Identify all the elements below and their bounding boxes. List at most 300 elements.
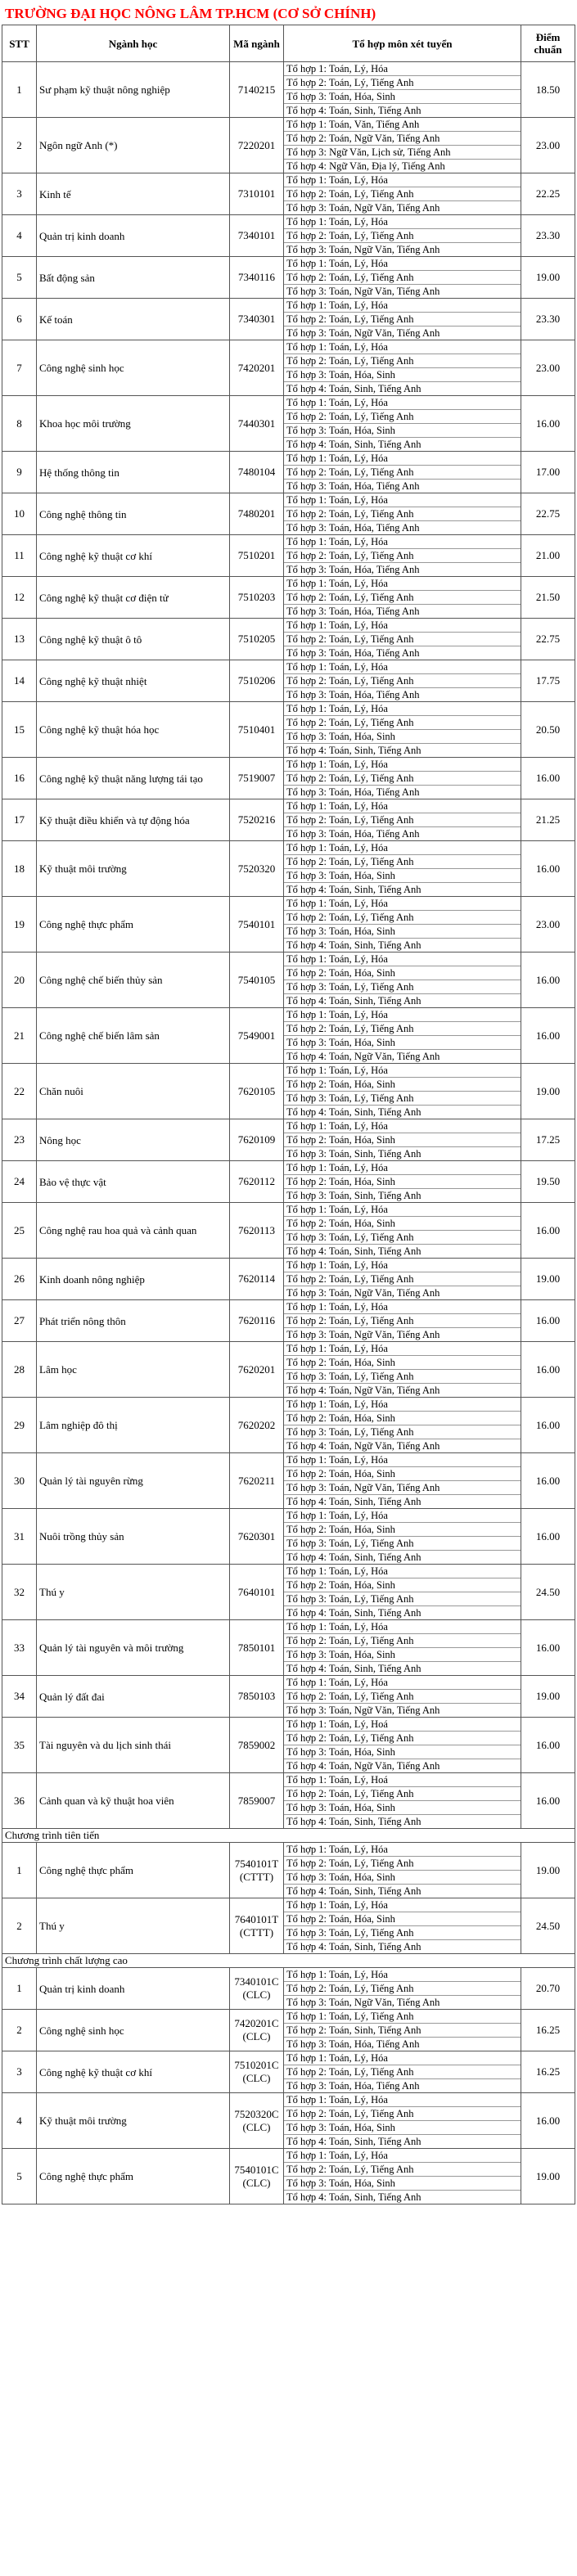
table-row <box>2 660 575 702</box>
combo-line: Tổ hợp 2: Toán, Lý, Tiếng Anh <box>284 1690 521 1704</box>
row-combos <box>284 1064 521 1119</box>
combo-line: Tổ hợp 3: Toán, Lý, Tiếng Anh <box>284 1537 521 1551</box>
row-major: Kinh doanh nông nghiệp <box>37 1259 230 1300</box>
row-combos <box>284 1509 521 1565</box>
row-major: Bất động sản <box>37 257 230 299</box>
row-stt: 5 <box>2 257 37 299</box>
row-stt: 26 <box>2 1259 37 1300</box>
header-code: Mã ngành <box>230 25 284 62</box>
combo-line: Tổ hợp 1: Toán, Lý, Hóa <box>284 215 521 229</box>
row-stt: 9 <box>2 452 37 493</box>
row-code: 7620116 <box>230 1300 284 1342</box>
row-code: 7510401 <box>230 702 284 758</box>
row-score: 16.00 <box>521 1342 575 1398</box>
row-stt: 18 <box>2 841 37 897</box>
row-combos <box>284 577 521 619</box>
row-score: 19.00 <box>521 1064 575 1119</box>
combo-line: Tổ hợp 2: Toán, Lý, Tiếng Anh <box>284 911 521 925</box>
row-combos <box>284 1300 521 1342</box>
combo-line: Tổ hợp 2: Toán, Lý, Tiếng Anh <box>284 1314 521 1328</box>
row-combos <box>284 799 521 841</box>
combo-line: Tổ hợp 2: Toán, Hóa, Sinh <box>284 1356 521 1370</box>
table-row <box>2 396 575 452</box>
row-combos <box>284 1968 521 2010</box>
row-major: Công nghệ kỹ thuật hóa học <box>37 702 230 758</box>
row-code: 7859002 <box>230 1718 284 1773</box>
row-major: Quản lý tài nguyên rừng <box>37 1453 230 1509</box>
table-row <box>2 1898 575 1954</box>
combo-line: Tổ hợp 3: Toán, Ngữ Văn, Tiếng Anh <box>286 286 440 297</box>
combo-line: Tổ hợp 2: Toán, Lý, Tiếng Anh <box>284 1982 521 1996</box>
row-score: 16.00 <box>521 1203 575 1259</box>
row-score: 17.00 <box>521 452 575 493</box>
table-row <box>2 2051 575 2093</box>
row-combos <box>284 1119 521 1161</box>
table-row <box>2 1565 575 1620</box>
table-row <box>2 2093 575 2149</box>
row-combos <box>284 1718 521 1773</box>
combo-line: Tổ hợp 1: Toán, Lý, Hóa <box>284 841 521 855</box>
row-code: 7440301 <box>230 396 284 452</box>
combo-line: Tổ hợp 4: Toán, Sinh, Tiếng Anh <box>286 1496 421 1507</box>
combo-line: Tổ hợp 2: Toán, Hóa, Sinh <box>284 1523 521 1537</box>
row-combos <box>284 1676 521 1718</box>
table-row <box>2 758 575 799</box>
combo-line: Tổ hợp 1: Toán, Lý, Hoá <box>284 1718 521 1732</box>
row-stt: 35 <box>2 1718 37 1773</box>
table-row <box>2 952 575 1008</box>
row-major: Quản lý đất đai <box>37 1676 230 1718</box>
row-score: 16.00 <box>521 952 575 1008</box>
row-stt: 23 <box>2 1119 37 1161</box>
combo-line: Tổ hợp 3: Ngữ Văn, Lịch sử, Tiếng Anh <box>284 146 521 160</box>
combo-line: Tổ hợp 1: Toán, Lý, Hóa <box>284 1968 521 1982</box>
row-code: 7859007 <box>230 1773 284 1829</box>
combo-line: Tổ hợp 2: Toán, Lý, Tiếng Anh <box>284 507 521 521</box>
combo-line: Tổ hợp 1: Toán, Lý, Hóa <box>284 1300 521 1314</box>
combo-line: Tổ hợp 2: Toán, Hóa, Sinh <box>284 1078 521 1092</box>
combo-line: Tổ hợp 2: Toán, Lý, Tiếng Anh <box>284 313 521 327</box>
row-code: 7480104 <box>230 452 284 493</box>
row-combos <box>284 257 521 299</box>
combo-line: Tổ hợp 1: Toán, Lý, Hóa <box>284 702 521 716</box>
table-row <box>2 1008 575 1064</box>
table-row <box>2 619 575 660</box>
row-score: 23.00 <box>521 118 575 173</box>
combo-line: Tổ hợp 2: Toán, Lý, Tiếng Anh <box>284 271 521 285</box>
combo-line: Tổ hợp 2: Toán, Lý, Tiếng Anh <box>284 772 521 786</box>
row-combos <box>284 2051 521 2093</box>
row-code: 7520216 <box>230 799 284 841</box>
combo-line: Tổ hợp 1: Toán, Lý, Hóa <box>284 452 521 466</box>
row-major: Công nghệ kỹ thuật cơ khí <box>37 535 230 577</box>
row-code: 7310101 <box>230 173 284 215</box>
row-code: 7549001 <box>230 1008 284 1064</box>
row-major: Nuôi trồng thủy sản <box>37 1509 230 1565</box>
combo-line: Tổ hợp 2: Toán, Lý, Tiếng Anh <box>284 1857 521 1871</box>
row-major: Công nghệ thực phẩm <box>37 897 230 952</box>
row-major: Quản trị kinh doanh <box>37 1968 230 2010</box>
row-major: Kỹ thuật môi trường <box>37 2093 230 2149</box>
table-row <box>2 1968 575 2010</box>
combo-line: Tổ hợp 1: Toán, Lý, Tiếng Anh <box>284 2010 521 2024</box>
row-code: 7540101 <box>230 897 284 952</box>
table-row <box>2 1620 575 1676</box>
row-major: Kế toán <box>37 299 230 340</box>
header-major: Ngành học <box>37 25 230 62</box>
combo-line: Tổ hợp 2: Toán, Hóa, Sinh <box>284 1175 521 1189</box>
section-header-row <box>2 1829 575 1843</box>
table-row <box>2 340 575 396</box>
table-row <box>2 118 575 173</box>
table-row <box>2 493 575 535</box>
section-heading: Chương trình tiên tiến <box>2 1829 575 1843</box>
combo-line: Tổ hợp 3: Toán, Hóa, Sinh <box>284 1871 521 1885</box>
row-stt: 2 <box>2 118 37 173</box>
combo-line: Tổ hợp 2: Toán, Lý, Tiếng Anh <box>284 1787 521 1801</box>
row-code: 7620202 <box>230 1398 284 1453</box>
row-code: 7510206 <box>230 660 284 702</box>
header-score: Điểm chuẩn <box>521 25 575 62</box>
row-code: 7620114 <box>230 1259 284 1300</box>
combo-line: Tổ hợp 1: Toán, Lý, Hóa <box>284 2093 521 2107</box>
row-stt: 15 <box>2 702 37 758</box>
row-stt: 29 <box>2 1398 37 1453</box>
table-row <box>2 1773 575 1829</box>
section-heading: Chương trình chất lượng cao <box>2 1954 575 1968</box>
row-stt: 36 <box>2 1773 37 1829</box>
combo-line: Tổ hợp 1: Toán, Lý, Hóa <box>284 897 521 911</box>
combo-line: Tổ hợp 1: Toán, Lý, Hóa <box>284 1453 521 1467</box>
combo-line: Tổ hợp 4: Toán, Sinh, Tiếng Anh <box>286 105 421 116</box>
row-combos <box>284 1620 521 1676</box>
row-score: 16.00 <box>521 1718 575 1773</box>
combo-line: Tổ hợp 1: Toán, Lý, Hóa <box>284 1509 521 1523</box>
row-stt: 10 <box>2 493 37 535</box>
row-combos <box>284 493 521 535</box>
row-code: 7340101C (CLC) <box>230 1968 284 2010</box>
combo-line: Tổ hợp 4: Toán, Sinh, Tiếng Anh <box>286 1885 421 1897</box>
combo-line: Tổ hợp 3: Toán, Ngữ Văn, Tiếng Anh <box>286 1705 440 1716</box>
combo-line: Tổ hợp 1: Toán, Lý, Hóa <box>284 340 521 354</box>
combo-line: Tổ hợp 1: Toán, Lý, Hóa <box>284 1843 521 1857</box>
combo-line: Tổ hợp 2: Toán, Lý, Tiếng Anh <box>284 1634 521 1648</box>
row-score: 22.75 <box>521 619 575 660</box>
row-stt: 8 <box>2 396 37 452</box>
row-score: 22.25 <box>521 173 575 215</box>
row-major: Công nghệ thực phẩm <box>37 2149 230 2204</box>
row-major: Khoa học môi trường <box>37 396 230 452</box>
row-stt: 2 <box>2 1898 37 1954</box>
row-score: 22.75 <box>521 493 575 535</box>
row-stt: 3 <box>2 2051 37 2093</box>
combo-line: Tổ hợp 2: Toán, Hóa, Sinh <box>284 1412 521 1425</box>
row-code: 7540101C (CLC) <box>230 2149 284 2204</box>
table-row <box>2 1398 575 1453</box>
combo-line: Tổ hợp 1: Toán, Lý, Hóa <box>284 799 521 813</box>
table-row <box>2 1119 575 1161</box>
combo-line: Tổ hợp 3: Toán, Hóa, Tiếng Anh <box>286 2038 420 2050</box>
row-major: Công nghệ rau hoa quả và cảnh quan <box>37 1203 230 1259</box>
row-combos <box>284 173 521 215</box>
combo-line: Tổ hợp 2: Toán, Lý, Tiếng Anh <box>284 187 521 201</box>
row-score: 16.00 <box>521 1620 575 1676</box>
combo-line: Tổ hợp 2: Toán, Lý, Tiếng Anh <box>284 229 521 243</box>
row-score: 23.00 <box>521 897 575 952</box>
combo-line: Tổ hợp 1: Toán, Lý, Hóa <box>284 1161 521 1175</box>
row-score: 19.50 <box>521 1161 575 1203</box>
row-stt: 1 <box>2 1843 37 1898</box>
row-code: 7510201 <box>230 535 284 577</box>
combo-line: Tổ hợp 3: Toán, Hóa, Sinh <box>284 368 521 382</box>
combo-line: Tổ hợp 4: Toán, Sinh, Tiếng Anh <box>286 745 421 756</box>
row-score: 17.25 <box>521 1119 575 1161</box>
row-code: 7519007 <box>230 758 284 799</box>
row-combos <box>284 118 521 173</box>
combo-line: Tổ hợp 1: Toán, Lý, Hóa <box>284 396 521 410</box>
combo-line: Tổ hợp 3: Toán, Lý, Tiếng Anh <box>284 1092 521 1106</box>
row-stt: 32 <box>2 1565 37 1620</box>
combo-line: Tổ hợp 1: Toán, Lý, Hóa <box>284 493 521 507</box>
row-score: 16.00 <box>521 396 575 452</box>
row-score: 16.00 <box>521 758 575 799</box>
row-score: 21.50 <box>521 577 575 619</box>
row-combos <box>284 1453 521 1509</box>
combo-line: Tổ hợp 4: Ngữ Văn, Địa lý, Tiếng Anh <box>286 160 445 172</box>
combo-line: Tổ hợp 2: Toán, Lý, Tiếng Anh <box>284 354 521 368</box>
combo-line: Tổ hợp 1: Toán, Lý, Hóa <box>284 1676 521 1690</box>
row-code: 7850103 <box>230 1676 284 1718</box>
combo-line: Tổ hợp 3: Toán, Lý, Tiếng Anh <box>284 1370 521 1384</box>
row-combos <box>284 2093 521 2149</box>
row-combos <box>284 1843 521 1898</box>
combo-line: Tổ hợp 2: Toán, Lý, Tiếng Anh <box>284 2163 521 2177</box>
row-major: Quản trị kinh doanh <box>37 215 230 257</box>
row-combos <box>284 2010 521 2051</box>
row-code: 7510203 <box>230 577 284 619</box>
combo-line: Tổ hợp 1: Toán, Lý, Hóa <box>284 2051 521 2065</box>
row-stt: 27 <box>2 1300 37 1342</box>
row-major: Cảnh quan và kỹ thuật hoa viên <box>37 1773 230 1829</box>
combo-line: Tổ hợp 4: Toán, Ngữ Văn, Tiếng Anh <box>286 1051 440 1062</box>
row-code: 7520320C (CLC) <box>230 2093 284 2149</box>
row-combos <box>284 702 521 758</box>
row-stt: 24 <box>2 1161 37 1203</box>
row-major: Ngôn ngữ Anh (*) <box>37 118 230 173</box>
combo-line: Tổ hợp 3: Toán, Ngữ Văn, Tiếng Anh <box>286 1997 440 2008</box>
row-code: 7510201C (CLC) <box>230 2051 284 2093</box>
row-major: Bảo vệ thực vật <box>37 1161 230 1203</box>
row-code: 7140215 <box>230 62 284 118</box>
admission-scores-table <box>2 25 575 2204</box>
combo-line: Tổ hợp 1: Toán, Lý, Hóa <box>284 1008 521 1022</box>
row-stt: 28 <box>2 1342 37 1398</box>
row-stt: 22 <box>2 1064 37 1119</box>
combo-line: Tổ hợp 3: Toán, Ngữ Văn, Tiếng Anh <box>286 327 440 339</box>
combo-line: Tổ hợp 4: Toán, Sinh, Tiếng Anh <box>286 995 421 1007</box>
combo-line: Tổ hợp 1: Toán, Lý, Hóa <box>284 758 521 772</box>
table-row <box>2 452 575 493</box>
combo-line: Tổ hợp 4: Toán, Sinh, Tiếng Anh <box>286 884 421 895</box>
row-stt: 2 <box>2 2010 37 2051</box>
table-row <box>2 215 575 257</box>
table-row <box>2 173 575 215</box>
row-combos <box>284 452 521 493</box>
row-combos <box>284 535 521 577</box>
combo-line: Tổ hợp 2: Toán, Sinh, Tiếng Anh <box>284 2024 521 2038</box>
header-combos: Tổ hợp môn xét tuyển <box>284 25 521 62</box>
table-row <box>2 2149 575 2204</box>
row-combos <box>284 1203 521 1259</box>
combo-line: Tổ hợp 2: Toán, Lý, Tiếng Anh <box>284 591 521 605</box>
row-stt: 31 <box>2 1509 37 1565</box>
combo-line: Tổ hợp 1: Toán, Lý, Hóa <box>284 1620 521 1634</box>
row-combos <box>284 952 521 1008</box>
combo-line: Tổ hợp 3: Toán, Ngữ Văn, Tiếng Anh <box>284 1481 521 1495</box>
combo-line: Tổ hợp 2: Toán, Lý, Tiếng Anh <box>284 1272 521 1286</box>
combo-line: Tổ hợp 1: Toán, Lý, Hóa <box>284 173 521 187</box>
table-row <box>2 841 575 897</box>
combo-line: Tổ hợp 3: Toán, Hóa, Sinh <box>284 90 521 104</box>
row-stt: 12 <box>2 577 37 619</box>
row-major: Lâm nghiệp đô thị <box>37 1398 230 1453</box>
row-code: 7620201 <box>230 1342 284 1398</box>
row-score: 16.00 <box>521 1453 575 1509</box>
combo-line: Tổ hợp 4: Toán, Ngữ Văn, Tiếng Anh <box>286 1440 440 1452</box>
combo-line: Tổ hợp 3: Toán, Hóa, Sinh <box>284 2177 521 2191</box>
combo-line: Tổ hợp 3: Toán, Hóa, Sinh <box>284 424 521 438</box>
row-code: 7640101T (CTTT) <box>230 1898 284 1954</box>
combo-line: Tổ hợp 4: Toán, Sinh, Tiếng Anh <box>286 1941 421 1952</box>
row-combos <box>284 396 521 452</box>
combo-line: Tổ hợp 1: Toán, Lý, Hóa <box>284 1342 521 1356</box>
row-major: Lâm học <box>37 1342 230 1398</box>
row-stt: 11 <box>2 535 37 577</box>
row-code: 7620109 <box>230 1119 284 1161</box>
table-row <box>2 1509 575 1565</box>
combo-line: Tổ hợp 2: Toán, Lý, Tiếng Anh <box>284 549 521 563</box>
row-combos <box>284 62 521 118</box>
row-major: Thú y <box>37 1565 230 1620</box>
row-score: 17.75 <box>521 660 575 702</box>
row-stt: 1 <box>2 62 37 118</box>
combo-line: Tổ hợp 2: Toán, Lý, Tiếng Anh <box>284 855 521 869</box>
row-combos <box>284 619 521 660</box>
row-score: 18.50 <box>521 62 575 118</box>
table-row <box>2 1342 575 1398</box>
row-code: 7420201 <box>230 340 284 396</box>
combo-line: Tổ hợp 1: Toán, Lý, Hóa <box>284 299 521 313</box>
combo-line: Tổ hợp 3: Toán, Lý, Tiếng Anh <box>284 980 521 994</box>
row-major: Quản lý tài nguyên và môi trường <box>37 1620 230 1676</box>
table-row <box>2 702 575 758</box>
row-score: 16.00 <box>521 1008 575 1064</box>
combo-line: Tổ hợp 2: Toán, Lý, Tiếng Anh <box>284 1732 521 1745</box>
row-major: Phát triển nông thôn <box>37 1300 230 1342</box>
table-row <box>2 577 575 619</box>
row-combos <box>284 1398 521 1453</box>
combo-line: Tổ hợp 3: Toán, Ngữ Văn, Tiếng Anh <box>286 244 440 255</box>
row-major: Nông học <box>37 1119 230 1161</box>
combo-line: Tổ hợp 1: Toán, Lý, Hóa <box>284 257 521 271</box>
row-code: 7540105 <box>230 952 284 1008</box>
row-major: Công nghệ sinh học <box>37 2010 230 2051</box>
row-major: Công nghệ kỹ thuật cơ khí <box>37 2051 230 2093</box>
table-row <box>2 1064 575 1119</box>
table-row <box>2 535 575 577</box>
combo-line: Tổ hợp 1: Toán, Lý, Hóa <box>284 535 521 549</box>
combo-line: Tổ hợp 1: Toán, Lý, Hóa <box>284 1398 521 1412</box>
combo-line: Tổ hợp 3: Toán, Hóa, Tiếng Anh <box>286 606 420 617</box>
combo-line: Tổ hợp 2: Toán, Hóa, Sinh <box>284 1912 521 1926</box>
combo-line: Tổ hợp 1: Toán, Lý, Hóa <box>284 1119 521 1133</box>
row-major: Công nghệ kỹ thuật ô tô <box>37 619 230 660</box>
table-row <box>2 1453 575 1509</box>
combo-line: Tổ hợp 1: Toán, Lý, Hóa <box>284 660 521 674</box>
row-stt: 1 <box>2 1968 37 2010</box>
row-stt: 30 <box>2 1453 37 1509</box>
row-combos <box>284 215 521 257</box>
combo-line: Tổ hợp 2: Toán, Lý, Tiếng Anh <box>284 1022 521 1036</box>
row-combos <box>284 1259 521 1300</box>
combo-line: Tổ hợp 3: Toán, Lý, Tiếng Anh <box>284 1592 521 1606</box>
combo-line: Tổ hợp 3: Toán, Hóa, Tiếng Anh <box>286 522 420 534</box>
section-header-row <box>2 1954 575 1968</box>
combo-line: Tổ hợp 1: Toán, Lý, Hóa <box>284 1565 521 1578</box>
combo-line: Tổ hợp 3: Toán, Ngữ Văn, Tiếng Anh <box>286 1329 440 1340</box>
row-stt: 25 <box>2 1203 37 1259</box>
combo-line: Tổ hợp 3: Toán, Lý, Tiếng Anh <box>284 1425 521 1439</box>
combo-line: Tổ hợp 3: Toán, Hóa, Sinh <box>284 1036 521 1050</box>
row-combos <box>284 897 521 952</box>
combo-line: Tổ hợp 4: Toán, Sinh, Tiếng Anh <box>286 2191 421 2203</box>
combo-line: Tổ hợp 1: Toán, Lý, Hóa <box>284 577 521 591</box>
row-score: 16.25 <box>521 2051 575 2093</box>
combo-line: Tổ hợp 2: Toán, Lý, Tiếng Anh <box>284 2065 521 2079</box>
combo-line: Tổ hợp 2: Toán, Hóa, Sinh <box>284 966 521 980</box>
row-stt: 4 <box>2 215 37 257</box>
combo-line: Tổ hợp 1: Toán, Lý, Hóa <box>284 1203 521 1217</box>
row-score: 19.00 <box>521 257 575 299</box>
row-major: Công nghệ kỹ thuật năng lượng tái tạo <box>37 758 230 799</box>
row-combos <box>284 1342 521 1398</box>
combo-line: Tổ hợp 3: Toán, Hóa, Sinh <box>284 869 521 883</box>
table-row <box>2 62 575 118</box>
row-score: 16.00 <box>521 1509 575 1565</box>
row-stt: 17 <box>2 799 37 841</box>
combo-line: Tổ hợp 1: Toán, Lý, Hóa <box>284 952 521 966</box>
row-score: 23.30 <box>521 215 575 257</box>
combo-line: Tổ hợp 1: Toán, Lý, Hóa <box>284 1064 521 1078</box>
combo-line: Tổ hợp 4: Toán, Sinh, Tiếng Anh <box>286 1106 421 1118</box>
row-major: Kinh tế <box>37 173 230 215</box>
table-row <box>2 257 575 299</box>
row-stt: 14 <box>2 660 37 702</box>
row-code: 7340301 <box>230 299 284 340</box>
row-combos <box>284 340 521 396</box>
row-stt: 19 <box>2 897 37 952</box>
table-row <box>2 1161 575 1203</box>
table-row <box>2 1203 575 1259</box>
combo-line: Tổ hợp 2: Toán, Lý, Tiếng Anh <box>284 674 521 688</box>
row-score: 23.30 <box>521 299 575 340</box>
row-major: Kỹ thuật điều khiển và tự động hóa <box>37 799 230 841</box>
table-row <box>2 1300 575 1342</box>
combo-line: Tổ hợp 2: Toán, Lý, Tiếng Anh <box>284 813 521 827</box>
combo-line: Tổ hợp 2: Toán, Hóa, Sinh <box>284 1217 521 1231</box>
combo-line: Tổ hợp 3: Toán, Lý, Tiếng Anh <box>284 1926 521 1940</box>
row-score: 16.00 <box>521 1300 575 1342</box>
